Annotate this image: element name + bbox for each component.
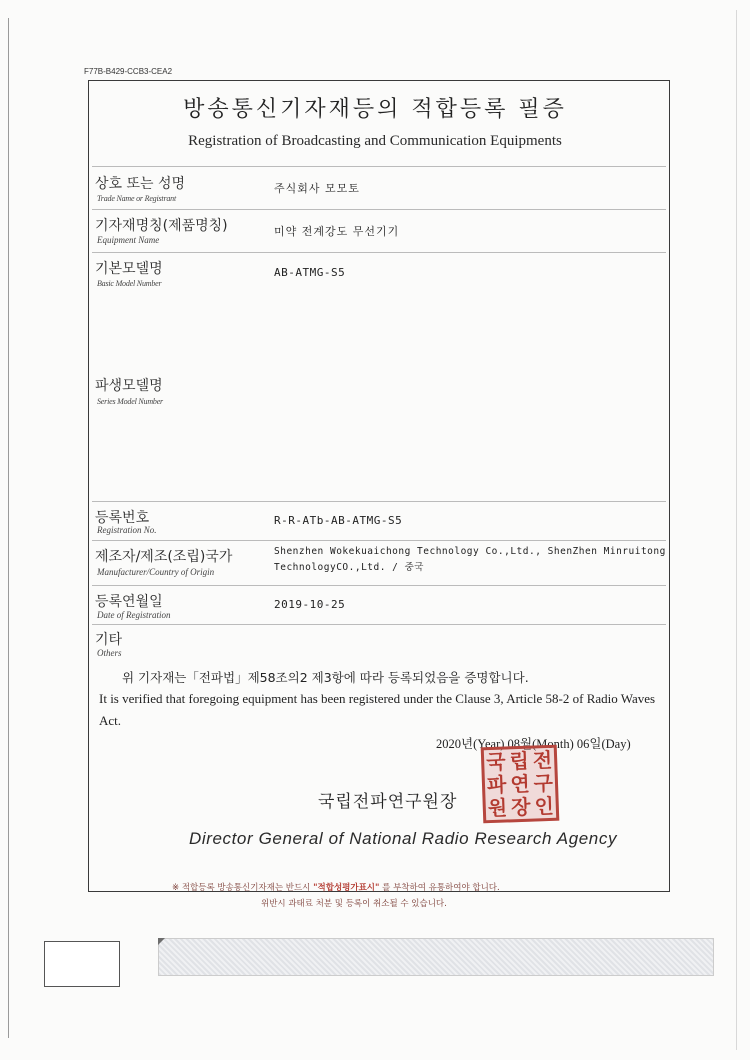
notice-text-post: 를 부착하여 유통하여야 합니다. xyxy=(382,883,500,893)
row-divider xyxy=(92,252,666,253)
trade-name-value: 주식회사 모모토 xyxy=(274,182,360,195)
equipment-name-value: 미약 전계강도 무선기기 xyxy=(274,225,400,238)
trade-name-label-ko: 상호 또는 성명 xyxy=(95,176,186,192)
manufacturer-value-line1: Shenzhen Wokekuaichong Technology Co.,Ltd., ShenZhen Minruitong xyxy=(274,546,666,557)
seal-char: 원 xyxy=(487,795,508,821)
title-korean: 방송통신기자재등의 적합등록 필증 xyxy=(183,97,567,122)
seal-char: 국 xyxy=(485,749,506,774)
notice-line-2: 위반시 과태료 처분 및 등록이 취소될 수 있습니다. xyxy=(261,899,447,909)
director-title-en: Director General of National Radio Research Agency xyxy=(188,829,618,848)
series-model-label-ko: 파생모델명 xyxy=(95,378,163,394)
seal-char: 인 xyxy=(534,794,555,819)
seal-char: 장 xyxy=(510,794,531,820)
manufacturer-label-en: Manufacturer/Country of Origin xyxy=(97,567,215,577)
date-value: 2019-10-25 xyxy=(274,598,346,611)
series-model-label-en: Series Model Number xyxy=(97,397,163,406)
seal-char: 파 xyxy=(486,772,507,798)
footer-corner-mark xyxy=(158,938,165,945)
certification-text-ko: 위 기자재는「전파법」제58조의2 제3항에 따라 등록되었음을 증명합니다. xyxy=(122,670,529,685)
scan-edge-left xyxy=(8,18,9,1038)
row-divider xyxy=(92,209,666,210)
scan-edge-right xyxy=(736,10,737,1050)
registration-no-label-en: Registration No. xyxy=(97,525,157,535)
trade-name-label-en: Trade Name or Registrant xyxy=(97,194,176,203)
row-divider xyxy=(92,624,666,625)
manufacturer-label-ko: 제조자/제조(조립)국가 xyxy=(95,549,233,565)
row-divider xyxy=(92,585,666,586)
manufacturer-value-line2: TechnologyCO.,Ltd. / 중국 xyxy=(274,562,424,573)
issue-date: 2020년(Year) 08월(Month) 06일(Day) xyxy=(436,737,631,751)
registration-no-label-ko: 등록번호 xyxy=(95,510,150,526)
equipment-name-label-ko: 기자재명칭(제품명칭) xyxy=(95,218,228,234)
seal-char: 연 xyxy=(509,771,531,797)
row-divider xyxy=(92,166,666,167)
row-divider xyxy=(92,501,666,502)
date-label-en: Date of Registration xyxy=(97,610,171,620)
seal-char: 전 xyxy=(532,747,553,773)
others-label-en: Others xyxy=(97,648,122,658)
notice-text-pre: 적합등록 방송통신기자재는 반드시 xyxy=(181,883,311,893)
notice-mark: ※ xyxy=(172,883,180,893)
others-label-ko: 기타 xyxy=(95,632,123,648)
footer-blank-box xyxy=(44,941,120,987)
director-title-ko: 국립전파연구원장 xyxy=(318,792,458,812)
registration-no-value: R-R-ATb-AB-ATMG-S5 xyxy=(274,514,403,527)
notice-emphasis: "적합성평가표시" xyxy=(313,883,380,893)
basic-model-label-en: Basic Model Number xyxy=(97,279,162,288)
certification-text-en: It is verified that foregoing equipment has been registered under the Clause 3, Article 58-2 of Radio Waves Act. xyxy=(99,691,656,728)
row-divider xyxy=(92,540,666,541)
notice-line-1 xyxy=(172,881,500,893)
manufacturer-value xyxy=(274,544,674,576)
basic-model-label-ko: 기본모델명 xyxy=(95,261,163,277)
document-code: F77B-B429-CCB3-CEA2 xyxy=(84,67,173,76)
seal-char: 립 xyxy=(509,748,530,774)
date-label-ko: 등록연월일 xyxy=(95,594,163,610)
basic-model-value: AB-ATMG-S5 xyxy=(274,266,346,279)
title-english: Registration of Broadcasting and Communication Equipments xyxy=(188,133,562,149)
footer-security-pattern xyxy=(158,938,714,976)
seal-char: 구 xyxy=(533,770,554,796)
official-seal-stamp xyxy=(481,745,560,824)
equipment-name-label-en: Equipment Name xyxy=(97,235,160,245)
